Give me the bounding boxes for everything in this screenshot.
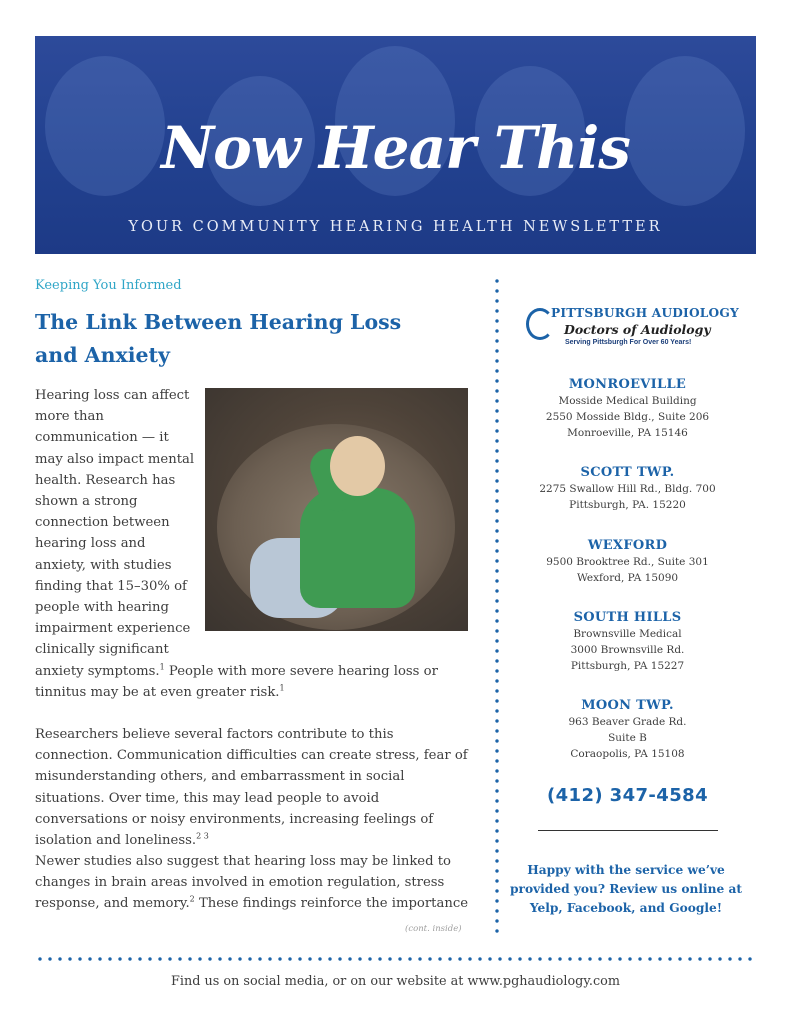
footnote-ref: 1 [159, 662, 165, 672]
location-address-line: 2275 Swallow Hill Rd., Bldg. 700 [539, 483, 716, 495]
location-name: WEXFORD [587, 538, 668, 553]
practice-name: PITTSBURGH AUDIOLOGY [551, 306, 739, 320]
horizontal-rule [538, 830, 718, 831]
location-name: MONROEVILLE [568, 377, 687, 392]
practice-logo [526, 306, 738, 350]
article-paragraph-2 [35, 724, 475, 851]
photo-wrap-spacer [197, 385, 475, 641]
location-address-line: Monroeville, PA 15146 [567, 427, 688, 439]
location-moon-twp [520, 697, 735, 762]
location-name: SOUTH HILLS [573, 610, 682, 625]
location-south-hills [520, 609, 735, 674]
ear-logo-icon [526, 308, 554, 340]
footnote-ref: 1 [279, 683, 285, 693]
location-address-line: 3000 Brownsville Rd. [570, 644, 685, 656]
paragraph-text: Hearing loss can affect more than communication — it may also impact mental health. Research has shown a strong connection between hearing loss and anxiety, with studies finding that 15–30% of people with hearing impairment experience clinically significant anxiety symptoms. [35, 388, 195, 679]
location-monroeville [520, 376, 735, 441]
location-address-line: 2550 Mosside Bldg., Suite 206 [545, 411, 710, 423]
newsletter-title: Now Hear This [161, 114, 630, 182]
headline-line: The Link Between Hearing Loss [35, 310, 402, 334]
review-line: Yelp, Facebook, and Google! [529, 901, 723, 915]
article-headline [35, 306, 475, 372]
article-paragraph-3 [35, 851, 475, 915]
practice-tagline: Doctors of Audiology [564, 322, 711, 337]
paragraph-text: Newer studies also suggest that hearing loss may be linked to changes in brain areas involved in emotion regulation, stress response, and memory. [35, 854, 451, 912]
practice-serving: Serving Pittsburgh For Over 60 Years! [565, 339, 692, 346]
article-paragraph-1 [35, 385, 475, 703]
newsletter-banner [35, 36, 756, 254]
paragraph-text: Researchers believe several factors contribute to this connection. Communication difficulties can create stress, fear of misunderstanding others, and embarrassment in social situations. Over time, this may lead people to avoid conversations or noisy environments, increasing feelings of isolation and loneliness. [35, 727, 468, 849]
section-kicker: Keeping You Informed [35, 278, 182, 293]
location-address-line: 9500 Brooktree Rd., Suite 301 [546, 556, 709, 568]
review-line: provided you? Review us online at [510, 882, 742, 896]
footer-website-note: Find us on social media, or on our website at www.pghaudiology.com [171, 974, 620, 989]
paragraph-text: People with more severe hearing loss or tinnitus may be at even greater risk. [35, 663, 438, 700]
location-address-line: Pittsburgh, PA. 15220 [569, 499, 686, 511]
paragraph-text: These findings reinforce the importance [194, 896, 469, 912]
footnote-ref: 2 [189, 895, 195, 905]
location-address-line: Brownsville Medical [573, 628, 682, 640]
location-name: SCOTT TWP. [580, 465, 675, 480]
location-address-line: Pittsburgh, PA 15227 [570, 660, 685, 672]
location-address-line: Coraopolis, PA 15108 [570, 748, 685, 760]
newsletter-subtitle: YOUR COMMUNITY HEARING HEALTH NEWSLETTER [128, 219, 663, 235]
location-address-line: Mosside Medical Building [558, 395, 697, 407]
location-scott-twp [520, 464, 735, 513]
phone-number: (412) 347-4584 [546, 785, 709, 806]
continued-inside-note: (cont. inside) [405, 924, 462, 934]
vertical-dotted-divider [495, 276, 499, 936]
location-name: MOON TWP. [581, 698, 674, 713]
horizontal-dotted-divider [35, 957, 756, 961]
location-address-line: 963 Beaver Grade Rd. [568, 716, 687, 728]
location-wexford [520, 537, 735, 586]
headline-line: and Anxiety [35, 343, 170, 367]
footnote-ref: 2 3 [196, 831, 209, 841]
location-address-line: Suite B [608, 732, 647, 744]
review-line: Happy with the service we’ve [527, 863, 725, 877]
review-callout [506, 861, 746, 918]
location-address-line: Wexford, PA 15090 [576, 572, 679, 584]
